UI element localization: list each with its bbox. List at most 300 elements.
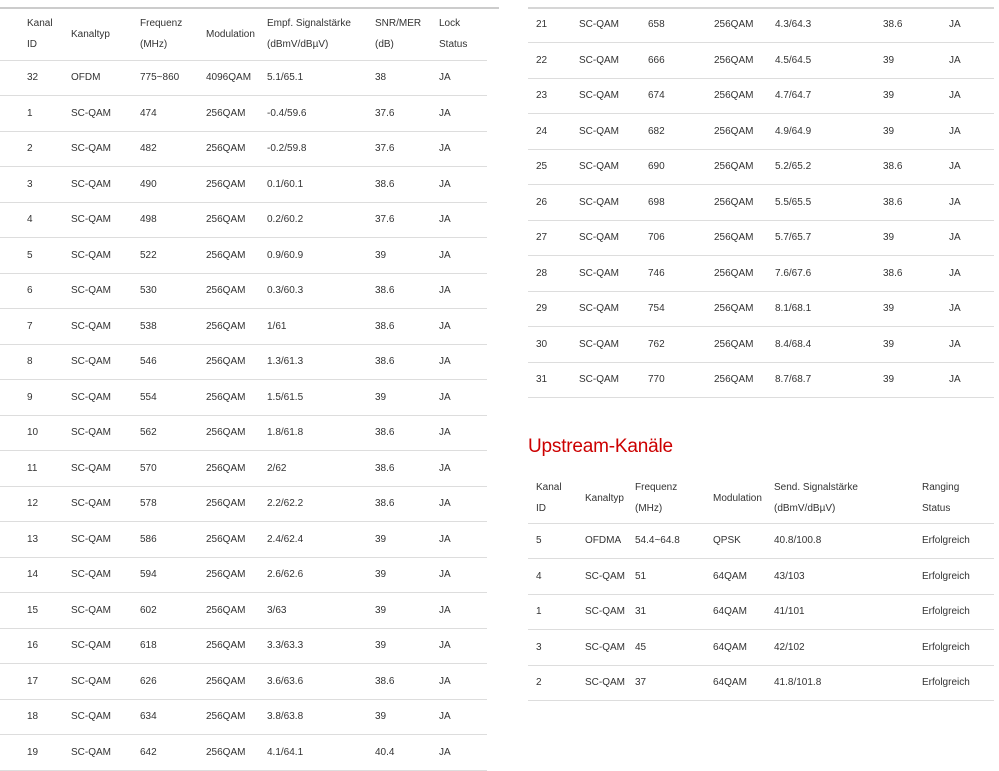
table-cell: 666 bbox=[648, 43, 714, 79]
table-cell: 39 bbox=[883, 291, 949, 327]
table-row bbox=[528, 7, 994, 43]
header-frequenz: Frequenz (MHz) bbox=[635, 474, 713, 523]
table-cell: 4.7/64.7 bbox=[775, 78, 883, 114]
table-cell: 8.7/68.7 bbox=[775, 362, 883, 398]
table-cell: JA bbox=[439, 735, 487, 771]
table-cell: 38.6 bbox=[375, 273, 439, 309]
table-cell: 690 bbox=[648, 149, 714, 185]
table-cell: 570 bbox=[140, 451, 206, 487]
table-cell: 5.1/65.1 bbox=[267, 60, 375, 96]
table-cell: 746 bbox=[648, 256, 714, 292]
table-cell: 38.6 bbox=[375, 167, 439, 203]
table-cell: JA bbox=[949, 149, 994, 185]
table-row bbox=[0, 735, 487, 771]
table-row bbox=[0, 60, 487, 96]
table-row bbox=[528, 185, 994, 221]
table-cell: 39 bbox=[883, 114, 949, 150]
table-cell: 18 bbox=[0, 699, 71, 735]
table-row bbox=[0, 167, 487, 203]
table-cell: 256QAM bbox=[206, 593, 267, 629]
table-cell: 3.6/63.6 bbox=[267, 664, 375, 700]
table-cell: 15 bbox=[0, 593, 71, 629]
table-cell: JA bbox=[439, 238, 487, 274]
table-cell: 1 bbox=[0, 96, 71, 132]
downstream-table-right bbox=[528, 7, 994, 398]
table-cell: 38.6 bbox=[375, 486, 439, 522]
table-cell: -0.4/59.6 bbox=[267, 96, 375, 132]
table-cell: 642 bbox=[140, 735, 206, 771]
table-cell: 21 bbox=[528, 7, 579, 43]
table-row bbox=[528, 114, 994, 150]
table-cell: SC-QAM bbox=[71, 273, 140, 309]
table-row bbox=[528, 78, 994, 114]
table-cell: JA bbox=[949, 291, 994, 327]
table-cell: 578 bbox=[140, 486, 206, 522]
table-cell: 39 bbox=[883, 43, 949, 79]
table-cell: 256QAM bbox=[206, 344, 267, 380]
upstream-header-row bbox=[528, 474, 994, 523]
table-cell: SC-QAM bbox=[579, 362, 648, 398]
table-cell: 256QAM bbox=[714, 185, 775, 221]
table-cell: 41/101 bbox=[774, 594, 922, 630]
table-cell: JA bbox=[439, 344, 487, 380]
table-cell: JA bbox=[439, 96, 487, 132]
table-cell: 7.6/67.6 bbox=[775, 256, 883, 292]
table-cell: SC-QAM bbox=[71, 628, 140, 664]
table-cell: 39 bbox=[375, 699, 439, 735]
table-cell: 7 bbox=[0, 309, 71, 345]
table-cell: 256QAM bbox=[714, 220, 775, 256]
header-signal: Empf. Signalstärke (dBmV/dBµV) bbox=[267, 9, 375, 60]
table-cell: 64QAM bbox=[713, 594, 774, 630]
table-row bbox=[0, 415, 487, 451]
table-cell: 0.1/60.1 bbox=[267, 167, 375, 203]
table-cell: JA bbox=[439, 202, 487, 238]
table-cell: JA bbox=[439, 522, 487, 558]
table-cell: 43/103 bbox=[774, 559, 922, 595]
table-cell: 38.6 bbox=[375, 415, 439, 451]
table-cell: 23 bbox=[528, 78, 579, 114]
table-cell: 8 bbox=[0, 344, 71, 380]
table-cell: 40.8/100.8 bbox=[774, 523, 922, 559]
table-cell: 28 bbox=[528, 256, 579, 292]
table-cell: SC-QAM bbox=[71, 486, 140, 522]
table-cell: JA bbox=[949, 185, 994, 221]
table-cell: 13 bbox=[0, 522, 71, 558]
table-cell: 17 bbox=[0, 664, 71, 700]
table-cell: 256QAM bbox=[714, 43, 775, 79]
table-row bbox=[0, 593, 487, 629]
table-row bbox=[528, 523, 994, 559]
table-cell: 37.6 bbox=[375, 202, 439, 238]
header-modulation: Modulation bbox=[713, 474, 774, 523]
table-cell: 3/63 bbox=[267, 593, 375, 629]
table-cell: 3.3/63.3 bbox=[267, 628, 375, 664]
table-row bbox=[0, 344, 487, 380]
table-cell: JA bbox=[439, 309, 487, 345]
table-row bbox=[0, 273, 487, 309]
table-cell: SC-QAM bbox=[71, 238, 140, 274]
header-kanaltyp: Kanaltyp bbox=[71, 9, 140, 60]
table-row bbox=[528, 594, 994, 630]
table-cell: 39 bbox=[375, 628, 439, 664]
table-cell: 27 bbox=[528, 220, 579, 256]
table-cell: 3.8/63.8 bbox=[267, 699, 375, 735]
table-cell: QPSK bbox=[713, 523, 774, 559]
table-cell: 2/62 bbox=[267, 451, 375, 487]
table-cell: 256QAM bbox=[206, 699, 267, 735]
table-cell: 1.5/61.5 bbox=[267, 380, 375, 416]
table-cell: 256QAM bbox=[206, 557, 267, 593]
table-cell: 256QAM bbox=[206, 415, 267, 451]
header-lock: Lock Status bbox=[439, 9, 487, 60]
table-cell: OFDM bbox=[71, 60, 140, 96]
table-cell: 256QAM bbox=[714, 327, 775, 363]
table-cell: 45 bbox=[635, 630, 713, 666]
table-cell: 5 bbox=[0, 238, 71, 274]
table-cell: 1.3/61.3 bbox=[267, 344, 375, 380]
table-cell: 39 bbox=[375, 380, 439, 416]
table-row bbox=[528, 220, 994, 256]
table-cell: 4.9/64.9 bbox=[775, 114, 883, 150]
table-cell: 602 bbox=[140, 593, 206, 629]
table-cell: 0.9/60.9 bbox=[267, 238, 375, 274]
table-cell: 26 bbox=[528, 185, 579, 221]
table-cell: 30 bbox=[528, 327, 579, 363]
table-cell: 256QAM bbox=[206, 309, 267, 345]
table-cell: SC-QAM bbox=[71, 522, 140, 558]
table-cell: JA bbox=[949, 114, 994, 150]
table-cell: 5.5/65.5 bbox=[775, 185, 883, 221]
table-cell: 658 bbox=[648, 7, 714, 43]
upstream-title: Upstream-Kanäle bbox=[528, 436, 673, 457]
table-cell: 24 bbox=[528, 114, 579, 150]
table-cell: JA bbox=[439, 131, 487, 167]
table-row bbox=[0, 628, 487, 664]
table-row bbox=[0, 96, 487, 132]
table-cell: 38.6 bbox=[375, 344, 439, 380]
table-cell: 706 bbox=[648, 220, 714, 256]
table-cell: 256QAM bbox=[714, 256, 775, 292]
table-cell: JA bbox=[439, 593, 487, 629]
table-cell: Erfolgreich bbox=[922, 665, 994, 701]
table-cell: Erfolgreich bbox=[922, 559, 994, 595]
table-cell: 5.2/65.2 bbox=[775, 149, 883, 185]
table-cell: SC-QAM bbox=[71, 415, 140, 451]
table-cell: 39 bbox=[883, 220, 949, 256]
table-cell: 19 bbox=[0, 735, 71, 771]
table-cell: 42/102 bbox=[774, 630, 922, 666]
table-cell: 1.8/61.8 bbox=[267, 415, 375, 451]
table-cell: 554 bbox=[140, 380, 206, 416]
table-cell: 256QAM bbox=[206, 486, 267, 522]
table-cell: SC-QAM bbox=[585, 559, 635, 595]
table-cell: 38.6 bbox=[375, 309, 439, 345]
table-cell: SC-QAM bbox=[71, 735, 140, 771]
table-cell: 9 bbox=[0, 380, 71, 416]
table-cell: SC-QAM bbox=[71, 344, 140, 380]
table-cell: 31 bbox=[635, 594, 713, 630]
table-cell: 54.4~64.8 bbox=[635, 523, 713, 559]
table-cell: 32 bbox=[0, 60, 71, 96]
downstream-header-row bbox=[0, 9, 487, 60]
table-cell: Erfolgreich bbox=[922, 594, 994, 630]
table-cell: JA bbox=[439, 167, 487, 203]
table-cell: 256QAM bbox=[714, 78, 775, 114]
table-cell: 5.7/65.7 bbox=[775, 220, 883, 256]
table-cell: 490 bbox=[140, 167, 206, 203]
table-cell: SC-QAM bbox=[71, 451, 140, 487]
table-cell: 698 bbox=[648, 185, 714, 221]
table-cell: 39 bbox=[375, 593, 439, 629]
table-cell: -0.2/59.8 bbox=[267, 131, 375, 167]
table-cell: 256QAM bbox=[714, 149, 775, 185]
table-row bbox=[528, 362, 994, 398]
table-row bbox=[0, 522, 487, 558]
table-cell: 51 bbox=[635, 559, 713, 595]
header-kanal-id: Kanal ID bbox=[528, 474, 585, 523]
table-cell: JA bbox=[439, 415, 487, 451]
header-kanaltyp: Kanaltyp bbox=[585, 474, 635, 523]
table-cell: 22 bbox=[528, 43, 579, 79]
table-cell: 38 bbox=[375, 60, 439, 96]
table-cell: JA bbox=[439, 486, 487, 522]
table-cell: SC-QAM bbox=[579, 327, 648, 363]
table-cell: JA bbox=[439, 699, 487, 735]
table-cell: 11 bbox=[0, 451, 71, 487]
table-cell: 2 bbox=[528, 665, 585, 701]
table-cell: SC-QAM bbox=[579, 7, 648, 43]
table-cell: JA bbox=[439, 451, 487, 487]
table-row bbox=[0, 664, 487, 700]
table-cell: JA bbox=[949, 220, 994, 256]
table-row bbox=[0, 699, 487, 735]
table-row bbox=[528, 327, 994, 363]
table-cell: 39 bbox=[883, 78, 949, 114]
table-cell: 594 bbox=[140, 557, 206, 593]
table-cell: 256QAM bbox=[206, 522, 267, 558]
table-cell: 38.6 bbox=[375, 451, 439, 487]
table-cell: JA bbox=[439, 273, 487, 309]
table-cell: SC-QAM bbox=[71, 96, 140, 132]
table-cell: 1/61 bbox=[267, 309, 375, 345]
table-cell: 256QAM bbox=[206, 380, 267, 416]
table-cell: SC-QAM bbox=[579, 114, 648, 150]
table-cell: 256QAM bbox=[206, 202, 267, 238]
table-cell: SC-QAM bbox=[579, 78, 648, 114]
table-cell: 64QAM bbox=[713, 630, 774, 666]
downstream-table-left bbox=[0, 9, 487, 771]
table-cell: 498 bbox=[140, 202, 206, 238]
table-cell: 37.6 bbox=[375, 131, 439, 167]
table-row bbox=[528, 559, 994, 595]
table-cell: 674 bbox=[648, 78, 714, 114]
table-cell: 4.5/64.5 bbox=[775, 43, 883, 79]
table-row bbox=[528, 630, 994, 666]
table-cell: 41.8/101.8 bbox=[774, 665, 922, 701]
table-cell: JA bbox=[949, 362, 994, 398]
table-cell: 5 bbox=[528, 523, 585, 559]
table-cell: 4 bbox=[528, 559, 585, 595]
table-cell: 586 bbox=[140, 522, 206, 558]
table-cell: 256QAM bbox=[714, 114, 775, 150]
table-cell: 64QAM bbox=[713, 665, 774, 701]
table-cell: 256QAM bbox=[206, 664, 267, 700]
table-cell: JA bbox=[439, 664, 487, 700]
table-row bbox=[528, 291, 994, 327]
table-cell: 6 bbox=[0, 273, 71, 309]
table-cell: 29 bbox=[528, 291, 579, 327]
table-row bbox=[0, 451, 487, 487]
table-cell: 39 bbox=[375, 238, 439, 274]
table-cell: 12 bbox=[0, 486, 71, 522]
table-cell: 538 bbox=[140, 309, 206, 345]
table-cell: 546 bbox=[140, 344, 206, 380]
table-cell: 256QAM bbox=[714, 291, 775, 327]
table-row bbox=[0, 202, 487, 238]
table-cell: 39 bbox=[883, 327, 949, 363]
table-cell: 39 bbox=[375, 557, 439, 593]
table-cell: 256QAM bbox=[206, 238, 267, 274]
table-cell: OFDMA bbox=[585, 523, 635, 559]
table-cell: 10 bbox=[0, 415, 71, 451]
table-cell: 38.6 bbox=[883, 256, 949, 292]
table-cell: 3 bbox=[0, 167, 71, 203]
table-cell: 4096QAM bbox=[206, 60, 267, 96]
table-cell: SC-QAM bbox=[579, 256, 648, 292]
header-kanal-id: Kanal ID bbox=[0, 9, 71, 60]
table-row bbox=[528, 149, 994, 185]
table-row bbox=[528, 43, 994, 79]
table-cell: SC-QAM bbox=[579, 149, 648, 185]
table-cell: 38.6 bbox=[375, 664, 439, 700]
table-cell: 256QAM bbox=[206, 628, 267, 664]
table-cell: 474 bbox=[140, 96, 206, 132]
table-cell: JA bbox=[949, 7, 994, 43]
table-cell: 38.6 bbox=[883, 7, 949, 43]
table-cell: SC-QAM bbox=[579, 43, 648, 79]
table-cell: 256QAM bbox=[206, 96, 267, 132]
table-cell: 0.2/60.2 bbox=[267, 202, 375, 238]
table-cell: SC-QAM bbox=[579, 220, 648, 256]
table-cell: 8.4/68.4 bbox=[775, 327, 883, 363]
table-cell: SC-QAM bbox=[579, 291, 648, 327]
table-cell: 762 bbox=[648, 327, 714, 363]
table-cell: 2.2/62.2 bbox=[267, 486, 375, 522]
table-cell: 618 bbox=[140, 628, 206, 664]
table-row bbox=[528, 665, 994, 701]
header-ranging: Ranging Status bbox=[922, 474, 994, 523]
table-cell: SC-QAM bbox=[579, 185, 648, 221]
table-cell: 39 bbox=[883, 362, 949, 398]
table-cell: 37.6 bbox=[375, 96, 439, 132]
table-cell: 8.1/68.1 bbox=[775, 291, 883, 327]
table-cell: 256QAM bbox=[206, 451, 267, 487]
table-cell: JA bbox=[439, 557, 487, 593]
table-cell: 256QAM bbox=[714, 362, 775, 398]
table-cell: JA bbox=[949, 327, 994, 363]
table-cell: 0.3/60.3 bbox=[267, 273, 375, 309]
header-modulation: Modulation bbox=[206, 9, 267, 60]
table-cell: JA bbox=[439, 60, 487, 96]
table-row bbox=[0, 380, 487, 416]
table-cell: 530 bbox=[140, 273, 206, 309]
table-cell: 37 bbox=[635, 665, 713, 701]
table-cell: SC-QAM bbox=[585, 665, 635, 701]
upstream-table bbox=[528, 474, 994, 701]
header-snr: SNR/MER (dB) bbox=[375, 9, 439, 60]
table-cell: 4.3/64.3 bbox=[775, 7, 883, 43]
table-cell: SC-QAM bbox=[71, 593, 140, 629]
table-row bbox=[0, 557, 487, 593]
table-cell: 2.4/62.4 bbox=[267, 522, 375, 558]
table-cell: SC-QAM bbox=[71, 699, 140, 735]
table-cell: Erfolgreich bbox=[922, 523, 994, 559]
table-cell: 256QAM bbox=[206, 167, 267, 203]
table-cell: 522 bbox=[140, 238, 206, 274]
table-cell: SC-QAM bbox=[585, 630, 635, 666]
table-cell: 256QAM bbox=[206, 273, 267, 309]
table-row bbox=[0, 486, 487, 522]
table-cell: SC-QAM bbox=[71, 202, 140, 238]
table-cell: 14 bbox=[0, 557, 71, 593]
table-cell: 16 bbox=[0, 628, 71, 664]
table-cell: 3 bbox=[528, 630, 585, 666]
table-cell: 754 bbox=[648, 291, 714, 327]
table-cell: 634 bbox=[140, 699, 206, 735]
table-cell: SC-QAM bbox=[71, 664, 140, 700]
header-frequenz: Frequenz (MHz) bbox=[140, 9, 206, 60]
table-cell: 40.4 bbox=[375, 735, 439, 771]
table-cell: 4 bbox=[0, 202, 71, 238]
table-cell: JA bbox=[949, 256, 994, 292]
table-cell: 682 bbox=[648, 114, 714, 150]
header-signal: Send. Signalstärke (dBmV/dBµV) bbox=[774, 474, 922, 523]
table-cell: 38.6 bbox=[883, 149, 949, 185]
table-cell: 2.6/62.6 bbox=[267, 557, 375, 593]
table-cell: SC-QAM bbox=[71, 557, 140, 593]
table-cell: SC-QAM bbox=[71, 167, 140, 203]
table-cell: 775~860 bbox=[140, 60, 206, 96]
table-cell: 256QAM bbox=[206, 131, 267, 167]
table-row bbox=[0, 131, 487, 167]
table-row bbox=[0, 238, 487, 274]
table-cell: 31 bbox=[528, 362, 579, 398]
table-cell: 770 bbox=[648, 362, 714, 398]
table-cell: Erfolgreich bbox=[922, 630, 994, 666]
table-cell: JA bbox=[949, 43, 994, 79]
table-cell: 256QAM bbox=[714, 7, 775, 43]
table-cell: 38.6 bbox=[883, 185, 949, 221]
table-cell: 4.1/64.1 bbox=[267, 735, 375, 771]
table-row bbox=[0, 309, 487, 345]
table-cell: 256QAM bbox=[206, 735, 267, 771]
table-cell: 626 bbox=[140, 664, 206, 700]
table-row bbox=[528, 256, 994, 292]
table-cell: 25 bbox=[528, 149, 579, 185]
table-cell: 39 bbox=[375, 522, 439, 558]
table-cell: 1 bbox=[528, 594, 585, 630]
table-cell: JA bbox=[439, 628, 487, 664]
table-cell: 2 bbox=[0, 131, 71, 167]
table-cell: SC-QAM bbox=[71, 131, 140, 167]
table-cell: SC-QAM bbox=[71, 309, 140, 345]
table-cell: 482 bbox=[140, 131, 206, 167]
table-cell: SC-QAM bbox=[71, 380, 140, 416]
table-cell: JA bbox=[949, 78, 994, 114]
table-cell: JA bbox=[439, 380, 487, 416]
table-cell: 64QAM bbox=[713, 559, 774, 595]
